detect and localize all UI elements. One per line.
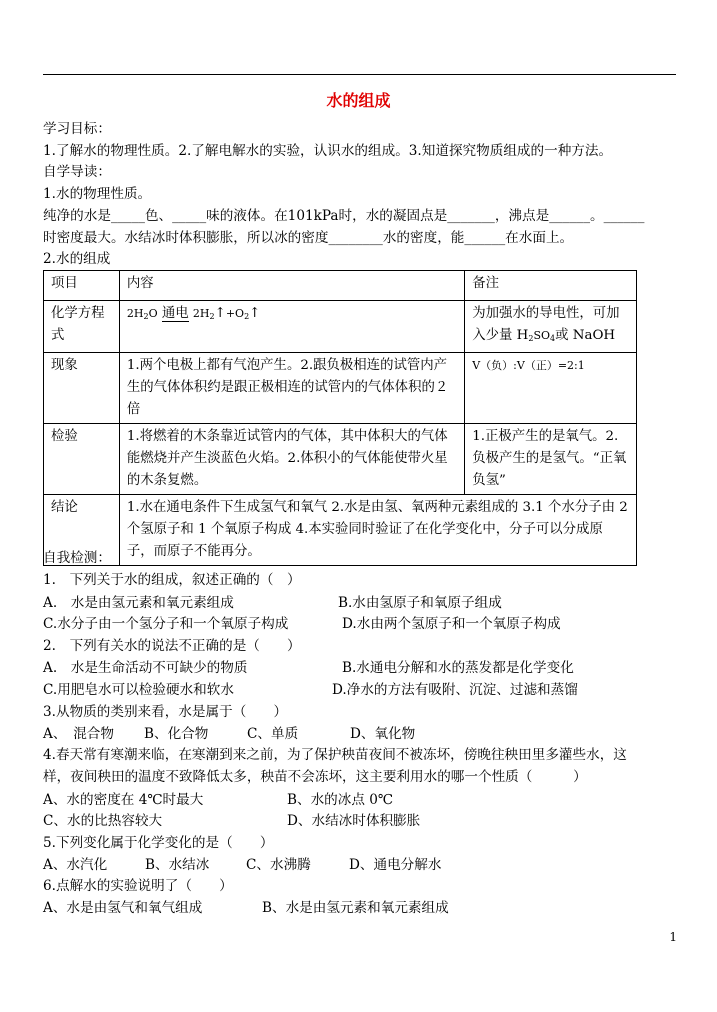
row-label-conclusion: 结论: [44, 495, 120, 566]
test-note-cell: 1.正极产生的是氧气。2.负极产生的是氢气。“正氧负氢”: [465, 424, 637, 495]
q6-stem: 6.点解水的实验说明了（ ）: [43, 878, 233, 894]
header-note: 备注: [465, 271, 637, 301]
q2-option-c: C.用肥皂水可以检验硬水和软水: [43, 682, 234, 698]
page-number: 1: [669, 930, 677, 944]
eq-note-sub4: 4: [550, 334, 556, 343]
eq-note-line2: [472, 325, 629, 350]
eq-note-line1: 为加强水的导电性，可加: [472, 306, 620, 321]
q3-option-a: A、 混合物: [43, 726, 114, 742]
phenomenon-cell: 1.两个电极上都有气泡产生。2.跟负极相连的试管内产生的气体体积约是跟正极相连的试管内的气体体积的２倍: [119, 353, 464, 424]
eq-h2: 2H: [192, 307, 210, 320]
table-row-equation: [44, 301, 637, 353]
phenomenon-note-cell: V（负）:V（正）=2:1: [465, 353, 637, 424]
q4-option-c: C、水的比热容较大: [43, 813, 163, 829]
goals-text: 1.了解水的物理性质。2.了解电解水的实验，认识水的组成。3.知道探究物质组成的一种方法。: [43, 143, 613, 159]
row-label-equation: 化学方程式: [44, 301, 120, 353]
page-title: 水的组成: [326, 91, 391, 110]
conclusion-cell: 1.水在通电条件下生成氢气和氧气 2.水是由氢、氧两种元素组成的 3.1 个水分子由 2 个氢原子和 1 个氧原子构成 4.本实验同时验证了在化学变化中，分子可以分成原子，而原子不能再分。: [119, 495, 636, 566]
q1-option-a: A. 水是由氢元素和氧元素组成: [43, 595, 234, 611]
q6-option-b: B、水是由氢元素和氧元素组成: [262, 900, 449, 916]
q5-stem: 5.下列变化属于化学变化的是（ ）: [43, 835, 274, 851]
eq-h2o-h: 2H: [126, 307, 144, 320]
q2-option-a: A. 水是生命活动不可缺少的物质: [43, 660, 248, 676]
equation-cell: [119, 301, 464, 353]
q2-option-b: B.水通电分解和水的蒸发都是化学变化: [342, 660, 574, 676]
row-label-test: 检验: [44, 424, 120, 495]
q4-stem-line1: 4.春天常有寒潮来临，在寒潮到来之前，为了保护秧苗夜间不被冻坏，傍晚往秧田里多灌些水，这: [43, 747, 627, 763]
eq-o2: +O: [225, 307, 245, 320]
composition-table: [43, 270, 637, 566]
q1-option-c: C.水分子由一个氢分子和一个氧原子构成: [43, 616, 289, 632]
eq-condition: 通电: [161, 306, 189, 321]
q1-stem: 1. 下列关于水的组成，叙述正确的（ ）: [43, 572, 301, 588]
q2-option-d: D.净水的方法有吸附、沉淀、过滤和蒸馏: [332, 682, 578, 698]
section1-title: 1.水的物理性质。: [43, 186, 152, 202]
header-item: 项目: [44, 271, 120, 301]
header-content: 内容: [119, 271, 464, 301]
eq-h2-sub: 2: [209, 312, 215, 321]
q3-option-d: D、氧化物: [350, 726, 416, 742]
q3-option-c: C、单质: [247, 726, 299, 742]
section2-title: 2.水的组成: [43, 251, 111, 267]
row-label-phenomenon: 现象: [44, 353, 120, 424]
eq-o2-sub: 2: [244, 312, 250, 321]
equation-note-cell: [465, 301, 637, 353]
eq-arrow-2: ↑: [249, 306, 261, 321]
table-row-test: [44, 424, 637, 495]
eq-h2o-o: O: [148, 307, 158, 320]
eq-arrow-1: ↑: [214, 306, 226, 321]
section1-line1: 纯净的水是_____色、_____味的液体。在101kPa时，水的凝固点是_______，沸点是______。______: [43, 208, 645, 224]
q4-option-b: B、水的冰点 0℃: [287, 792, 394, 808]
eq-note-prefix: 入少量 H: [472, 328, 529, 343]
q5-option-c: C、水沸腾: [246, 857, 311, 873]
eq-note-so: SO: [533, 329, 550, 342]
q5-option-b: B、水结冰: [145, 857, 210, 873]
eq-h2o-sub: 2: [143, 312, 149, 321]
eq-note-suffix: 或 NaOH: [555, 328, 616, 343]
table-header-row: [44, 271, 637, 301]
eq-note-sub2: 2: [528, 334, 534, 343]
top-rule: [43, 74, 676, 75]
q1-option-d: D.水由两个氢原子和一个氧原子构成: [342, 616, 561, 632]
q4-option-d: D、水结冰时体积膨胀: [287, 813, 421, 829]
q4-stem-line2: 样，夜间秧田的温度不致降低太多，秧苗不会冻坏，这主要利用水的哪一个性质（ ）: [43, 769, 587, 785]
table-row-conclusion: [44, 495, 637, 566]
test-cell: 1.将燃着的木条靠近试管内的气体，其中体积大的气体能燃烧并产生淡蓝色火焰。2.体积小的气体能使带火星的木条复燃。: [119, 424, 464, 495]
selfcheck-heading: 自我检测：: [43, 550, 111, 566]
q1-option-b: B.水由氢原子和氧原子组成: [338, 595, 502, 611]
q3-stem: 3.从物质的类别来看，水是属于（ ）: [43, 704, 288, 720]
q6-option-a: A、水是由氢气和氧气组成: [43, 900, 203, 916]
q2-stem: 2. 下列有关水的说法不正确的是（ ）: [43, 638, 301, 654]
goals-heading: 学习目标：: [43, 121, 111, 137]
guide-heading: 自学导读：: [43, 164, 111, 180]
q5-option-a: A、水汽化: [43, 857, 108, 873]
q3-option-b: B、化合物: [144, 726, 209, 742]
section1-line2: 时密度最大。水结冰时体积膨胀，所以冰的密度________水的密度，能______在水面上。: [43, 230, 574, 246]
q4-option-a: A、水的密度在 4℃时最大: [43, 792, 204, 808]
table-row-phenomenon: [44, 353, 637, 424]
q5-option-d: D、通电分解水: [349, 857, 442, 873]
